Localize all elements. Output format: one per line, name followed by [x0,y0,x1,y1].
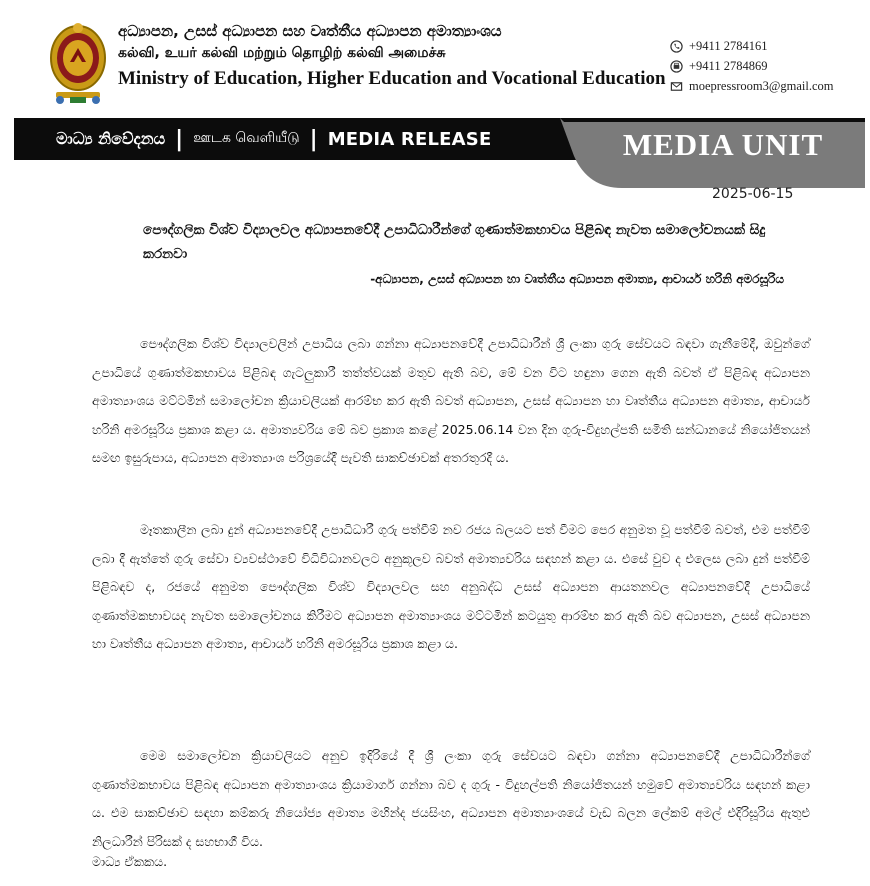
letterhead [0,0,870,118]
banner-separator: | [309,126,318,152]
contact-phone [670,36,833,56]
ministry-name-block [118,20,666,92]
signoff-media-unit: මාධ්‍ය ඒකකය. [92,854,168,869]
ministry-name-english: Ministry of Education, Higher Education and Vocational Education [118,68,666,89]
contact-email [670,76,833,96]
banner-label-english: MEDIA RELEASE [327,128,492,150]
banner-label-sinhala: මාධ්‍ය නිවේදනය [56,129,166,148]
contact-list [670,36,833,96]
email-address-link[interactable]: moepressroom3@gmail.com [689,78,834,93]
ministry-name-tamil: கல்வி, உயர் கல்வி மற்றும் தொழிற் கல்வி அமைச்சு [118,45,446,61]
phone-number-link[interactable]: +9411 2784161 [689,38,768,53]
fax-number-link[interactable]: +9411 2784869 [689,58,768,73]
banner-separator: | [175,126,184,152]
national-emblem-icon [48,18,108,106]
banner-label-tamil: ஊடக வெளியீடு [193,130,300,146]
phone-icon [670,40,683,53]
fax-icon [670,60,683,73]
media-release-banner [14,118,598,160]
release-body [92,330,810,866]
media-unit-label: MEDIA UNIT [622,127,824,162]
body-paragraph: පෞද්ගලික විශ්ව විද්‍යාලවලින් උපාධිය ලබා ගන්නා අධ්‍යාපනවේදී උපාධිධාරීන් ශ්‍රී ලංකා ගුරු සේවයට බඳවා ගැනීමේදී, ඔවුන්ගේ උපාධියේ ගුණාත්මකභාවය පිළිබඳ ගැටලුකාරී තත්ත්වයක් මතුව ඇති බව, මේ වන විට හඳුනා ගෙන ඇති බවත් ඒ පිළිබඳ අධ්‍යාපන අමාත්‍යාංශය මට්ටමින් සමාලෝචන ක්‍රියාවලියක් ආරම්භ කර ඇති බවත් අධ්‍යාපන, උසස් අධ්‍යාපන හා වෘත්තීය අධ්‍යාපන අමාත්‍ය, ආචාර්ය හරිනි අමරසූරිය ප්‍රකාශ කළා ය. අමාත්‍යවරිය මේ බව ප්‍රකාශ කළේ 2025.06.14 වන දින ගුරු-විදුහල්පති සමිති සන්ධානයේ නියෝජිතයන් සමඟ ඉසුරුපාය, අධ්‍යාපන අමාත්‍යාංශ පරිශ්‍රයේදී පැවති සාකච්ඡාවක් අතරතුරදී ය. [92,336,810,465]
email-icon [670,80,683,93]
release-title: පෞද්ගලික විශ්ව විද්‍යාලවල අධ්‍යාපනවේදී උපාධිධාරීන්ගේ ගුණාත්මකභාවය පිළිබඳ නැවත සමාලෝචනයක් සිදු කරනවා [143,222,766,262]
release-byline: -අධ්‍යාපන, උසස් අධ්‍යාපන හා වෘත්තීය අධ්‍යාපන අමාත්‍ය, ආචාර්ය හරිනි අමරසූරිය [370,272,784,286]
media-unit-badge [560,112,865,188]
contact-fax [670,56,833,76]
body-paragraph: මෙම සමාලෝචන ක්‍රියාවලියට අනුව ඉදිරියේ දී ශ්‍රී ලංකා ගුරු සේවයට බඳවා ගන්නා අධ්‍යාපනවේදී උපාධිධාරීන්ගේ ගුණාත්මකභාවය පිළිබඳ අධ්‍යාපන අමාත්‍යාංශය ක්‍රියාමාර්ග ගන්නා බව ද ගුරු - විදුහල්පති නියෝජිතයන් හමුවේ අමාත්‍යවරිය සඳහන් කළා ය. එම සාකච්ඡාව සඳහා කම්කරු නියෝජ්‍ය අමාත්‍ය මහින්ද ජයසිංහ, අධ්‍යාපන අමාත්‍යාංශයේ වැඩ බලන ලේකම් අමල් එදිරිසූරිය ඇතුළු නිලධාරීන් පිරිසක් ද සහභාගී විය. [92,748,810,849]
body-paragraph: මෑතකාලීන ලබා දුන් අධ්‍යාපනවේදී උපාධිධාරී ගුරු පත්වීම් නව රජය බලයට පත් වීමට පෙර අනුමත වූ පත්වීම් බවත්, එම පත්වීම් ලබා දී ඇත්තේ ගුරු සේවා ව්‍යවස්ථාවේ විධිවිධානවලට අනුකූලව බවත් අමාත්‍යවරිය සඳහන් කළා ය. එසේ වුව ද එලෙස ලබා දුන් පත්වීම් පිළිබඳව ද, රජයේ අනුමත පෞද්ගලික විශ්ව විද්‍යාලවල සහ අනුබද්ධ උසස් අධ්‍යාපන ආයතනවල අධ්‍යාපනවේදී උපාධියේ ගුණාත්මකභාවයද නැවත සමාලෝචනය කිරීමට අධ්‍යාපන අමාත්‍යාංශය මට්ටමින් කටයුතු ආරම්භ කර ඇති බව අධ්‍යාපන, උසස් අධ්‍යාපන හා වෘත්තීය අධ්‍යාපන අමාත්‍ය, ආචාර්ය හරිනි අමරසූරිය ප්‍රකාශ කළා ය. [92,522,810,651]
release-date: 2025-06-15 [712,186,794,202]
ministry-name-sinhala: අධ්‍යාපන, උසස් අධ්‍යාපන සහ වෘත්තීය අධ්‍යාපන අමාත්‍යාංශය [118,22,502,40]
